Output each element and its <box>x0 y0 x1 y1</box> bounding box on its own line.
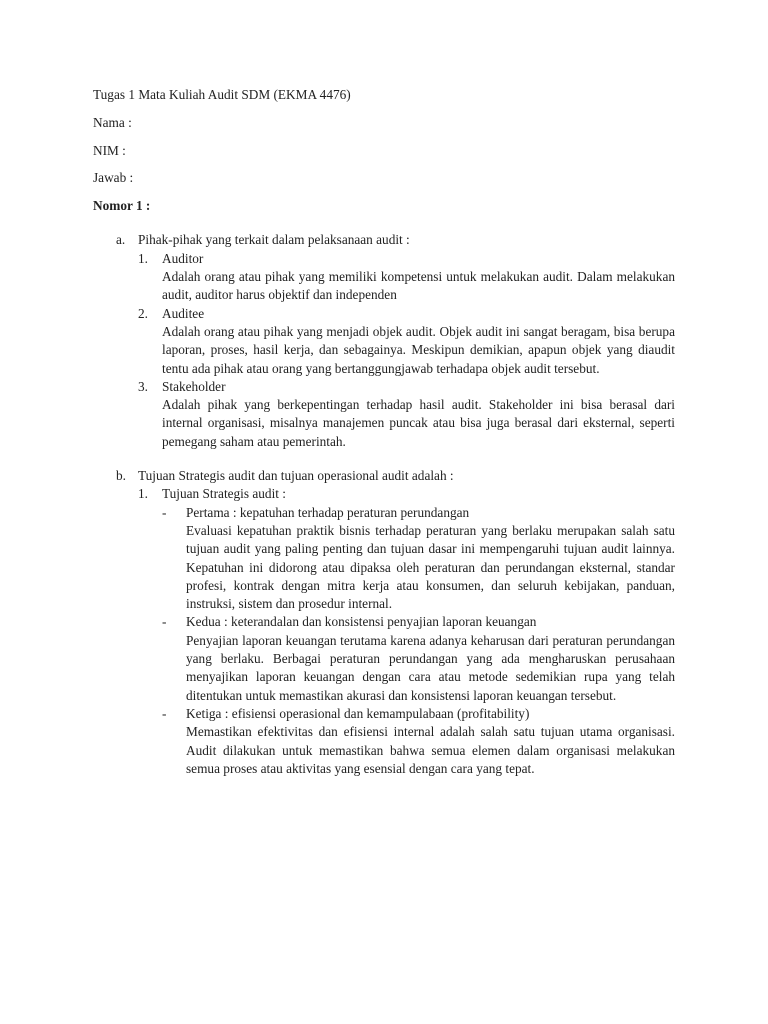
list-item-auditor <box>138 250 675 305</box>
list-number: 1. <box>138 486 148 502</box>
section-b <box>93 467 675 778</box>
list-item-body: Adalah orang atau pihak yang memiliki kompetensi untuk melakukan audit. Dalam melakukan audit, auditor harus objektif dan independen <box>162 269 675 303</box>
section-b-heading: Tujuan Strategis audit dan tujuan operasional audit adalah : <box>138 468 454 484</box>
list-item-body: Adalah orang atau pihak yang menjadi objek audit. Objek audit ini sangat beragam, bisa berupa laporan, proses, hasil kerja, dan sebagainya. Meskipun demikian, apapun objek yang diaudit tentu ada pihak atau orang yang bertanggungjawab terhadapa objek audit tersebut. <box>162 323 675 376</box>
section-a-heading: Pihak-pihak yang terkait dalam pelaksanaan audit : <box>138 232 410 248</box>
bullet-item-body: Evaluasi kepatuhan praktik bisnis terhadap peraturan yang berlaku merupakan salah satu tujuan audit yang paling penting dan tujuan dasar ini mempengaruhi tujuan audit lainnya. Kepatuhan ini didorong atau dipaksa oleh peraturan dan perundangan eksternal, standar profesi, kontrak dengan mitra kerja atau konsumen, dan seluruh kebijakan, panduan, instruksi, sistem dan prosedur internal. <box>186 522 675 612</box>
list-item-title: Auditee <box>162 305 205 321</box>
list-number: 3. <box>138 378 148 394</box>
list-item-auditee <box>138 305 675 378</box>
section-b-marker: b. <box>116 468 126 484</box>
list-item-body: Adalah pihak yang berkepentingan terhadap hasil audit. Stakeholder ini bisa berasal dari internal organisasi, misalnya manajemen puncak atau bisa juga berasal dari eksternal, seperti pemegang saham atau pemerintah. <box>162 397 675 449</box>
nama-field: Nama : <box>93 114 132 130</box>
nim-field: NIM : <box>93 142 126 158</box>
bullet-item-ketiga <box>162 705 675 778</box>
list-item-title: Tujuan Strategis audit : <box>162 486 286 502</box>
document-title: Tugas 1 Mata Kuliah Audit SDM (EKMA 4476) <box>93 87 351 102</box>
bullet-item-kedua <box>162 613 675 704</box>
bullet-item-title: Kedua : keterandalan dan konsistensi penyajian laporan keuangan <box>186 614 537 630</box>
section-a-marker: a. <box>116 232 126 248</box>
section-a <box>93 231 675 451</box>
list-number: 2. <box>138 305 148 321</box>
bullet-dash: - <box>162 705 167 721</box>
list-item-title: Auditor <box>162 250 204 266</box>
bullet-item-body: Memastikan efektivitas dan efisiensi internal adalah salah satu tujuan utama organisasi. Audit dilakukan untuk memastikan bahwa semua elemen dalam organisasi melakukan semua proses atau aktivitas yang esensial dengan cara yang tepat. <box>186 724 675 776</box>
bullet-item-title: Ketiga : efisiensi operasional dan kemampulabaan (profitability) <box>186 705 530 721</box>
list-number: 1. <box>138 250 148 266</box>
jawab-field: Jawab : <box>93 170 134 186</box>
bullet-item-pertama <box>162 504 675 614</box>
list-item-tujuan-strategis <box>138 485 675 778</box>
bullet-dash: - <box>162 614 167 630</box>
bullet-item-title: Pertama : kepatuhan terhadap peraturan perundangan <box>186 504 470 520</box>
list-item-title: Stakeholder <box>162 378 226 394</box>
list-item-stakeholder <box>138 378 675 451</box>
bullet-dash: - <box>162 504 167 520</box>
question-number: Nomor 1 : <box>93 198 151 214</box>
bullet-item-body: Penyajian laporan keuangan terutama karena adanya keharusan dari peraturan perundangan yang berlaku. Berbagai peraturan perundangan yang ada mengharuskan perusahaan menyajikan laporan keuangan dengan cara atau metode sedemikian rupa yang telah ditentukan untuk memastikan akurasi dan konsistensi laporan keuangan tersebut. <box>186 632 675 703</box>
